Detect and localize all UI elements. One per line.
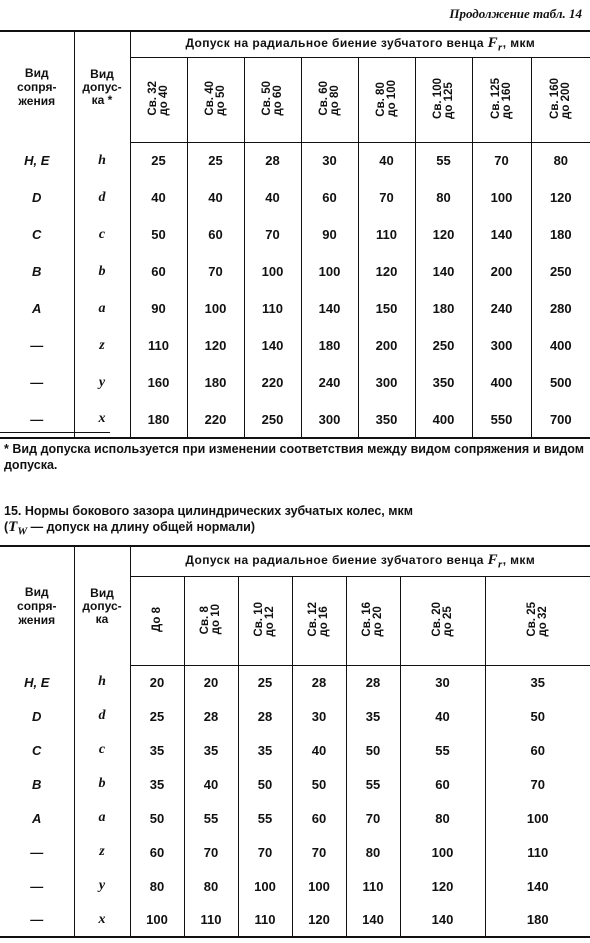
cell-value: 90 [130, 290, 187, 327]
cell-value: 110 [238, 903, 292, 937]
cell-value: 140 [301, 290, 358, 327]
cell-value: 250 [415, 327, 472, 364]
cell-value: 30 [301, 142, 358, 179]
range-header [184, 576, 238, 665]
cell-value: 50 [346, 733, 400, 767]
range-header [244, 57, 301, 142]
cell-value: 80 [130, 869, 184, 903]
cell-value: 70 [346, 801, 400, 835]
cell-value: 35 [238, 733, 292, 767]
cell-vid-sopryazheniya: C [0, 733, 74, 767]
cell-vid-dopuska: a [74, 801, 130, 835]
cell-vid-dopuska: z [74, 835, 130, 869]
cell-value: 700 [549, 411, 572, 427]
cell-value: 60 [130, 253, 187, 290]
cell-value: 55 [346, 767, 400, 801]
cell-value: 25 [130, 699, 184, 733]
cell-value: 20 [130, 665, 184, 699]
cell-value: 40 [400, 699, 485, 733]
cell-value: 110 [346, 869, 400, 903]
cell-value: 350 [415, 364, 472, 401]
range-header [400, 576, 485, 665]
cell-vid-dopuska: d [74, 179, 130, 216]
cell-value: 80 [553, 153, 569, 169]
table-row [0, 801, 590, 835]
col-header-vid-dopuska: Вид допус- ка [74, 546, 130, 665]
range-header-label: До 8 [150, 606, 163, 632]
cell-value: 40 [358, 142, 415, 179]
cell-value: 200 [472, 253, 531, 290]
cell-value: 50 [530, 708, 545, 724]
cell-value: 250 [549, 264, 572, 279]
footnote-rule [0, 432, 110, 433]
cell-value: 200 [358, 327, 415, 364]
cell-value: 35 [130, 767, 184, 801]
range-header-label: Св. 125 до 160 [489, 77, 513, 119]
cell-value: 550 [472, 401, 531, 438]
cell-value: 28 [238, 699, 292, 733]
cell-vid-sopryazheniya: — [0, 835, 74, 869]
tw-sub: W [17, 525, 28, 538]
cell-value: 220 [187, 401, 244, 438]
cell-value: 30 [400, 665, 485, 699]
cell-value: 110 [527, 844, 549, 860]
range-header-label: Св. 8 до 10 [199, 603, 222, 635]
cell-value: 28 [292, 665, 346, 699]
range-header [531, 57, 590, 142]
cell-vid-sopryazheniya: B [0, 253, 74, 290]
cell-value: 60 [130, 835, 184, 869]
cell-value: 140 [244, 327, 301, 364]
cell-vid-dopuska: z [74, 327, 130, 364]
cell-value: 120 [415, 216, 472, 253]
cell-value: 180 [415, 290, 472, 327]
cell-value: 150 [358, 290, 415, 327]
table-row [0, 179, 590, 216]
cell-value: 70 [472, 142, 531, 179]
cell-value: 180 [187, 364, 244, 401]
cell-value: 90 [301, 216, 358, 253]
cell-value: 120 [187, 327, 244, 364]
table-row [0, 869, 590, 903]
cell-vid-sopryazheniya: — [0, 869, 74, 903]
cell-vid-dopuska: c [74, 733, 130, 767]
running-header: Продолжение табл. 14 [449, 6, 582, 21]
group-header-symbol: F [487, 552, 498, 569]
cell-vid-sopryazheniya: A [0, 290, 74, 327]
cell-value: 70 [530, 776, 545, 792]
cell-value: 40 [130, 179, 187, 216]
cell-value: 70 [187, 253, 244, 290]
cell-value: 70 [184, 835, 238, 869]
footnote: * Вид допуска используется при изменении соответствия между видом сопряжения и видом допуска. [4, 442, 584, 472]
cell-value: 120 [358, 253, 415, 290]
range-header [301, 57, 358, 142]
group-header-unit: , мкм [502, 553, 536, 568]
cell-value: 55 [238, 801, 292, 835]
range-header-label: Св. 60 до 80 [317, 80, 341, 116]
cell-value: 28 [244, 142, 301, 179]
cell-value: 55 [400, 733, 485, 767]
cell-vid-dopuska: h [74, 665, 130, 699]
cell-value: 50 [130, 801, 184, 835]
cell-vid-sopryazheniya: D [0, 179, 74, 216]
cell-value: 35 [130, 733, 184, 767]
cell-value: 20 [184, 665, 238, 699]
table-row [0, 699, 590, 733]
range-header-label: Св. 160 до 200 [548, 77, 572, 119]
cell-value: 55 [184, 801, 238, 835]
range-header-label: Св. 25 до 32 [525, 601, 549, 637]
range-header-label: Св. 50 до 60 [260, 80, 284, 116]
cell-value: 100 [292, 869, 346, 903]
cell-value: 140 [400, 903, 485, 937]
group-header-text: Допуск на радиальное биение зубчатого венца [185, 36, 484, 51]
group-header-sub: r [498, 558, 503, 571]
cell-vid-sopryazheniya: — [0, 903, 74, 937]
cell-value: 50 [238, 767, 292, 801]
cell-value: 100 [472, 179, 531, 216]
cell-value: 55 [415, 142, 472, 179]
range-header [238, 576, 292, 665]
cell-vid-dopuska: x [74, 903, 130, 937]
range-header-label: Св. 10 до 12 [253, 601, 276, 637]
cell-value: 50 [130, 216, 187, 253]
cell-value: 500 [549, 375, 572, 390]
range-header-label: Св. 20 до 25 [430, 601, 454, 637]
cell-vid-sopryazheniya: D [0, 699, 74, 733]
cell-value: 40 [292, 733, 346, 767]
cell-vid-sopryazheniya: — [0, 364, 74, 401]
cell-value: 100 [238, 869, 292, 903]
cell-value: 70 [292, 835, 346, 869]
cell-value: 50 [292, 767, 346, 801]
range-header-label: Св. 100 до 125 [431, 77, 455, 119]
cell-value: 100 [187, 290, 244, 327]
cell-value: 120 [400, 869, 485, 903]
cell-value: 100 [400, 835, 485, 869]
cell-value: 100 [301, 253, 358, 290]
group-header-text: Допуск на радиальное биение зубчатого венца [185, 553, 484, 568]
cell-vid-sopryazheniya: — [0, 327, 74, 364]
cell-vid-sopryazheniya: C [0, 216, 74, 253]
table-row [0, 327, 590, 364]
cell-value: 180 [130, 401, 187, 438]
cell-value: 100 [244, 253, 301, 290]
group-header-symbol: F [487, 35, 499, 52]
cell-value: 240 [472, 290, 531, 327]
range-header-label: Св. 80 до 100 [374, 79, 398, 117]
col-header-vid-sopryazheniya: Вид сопря- жения [0, 546, 74, 665]
cell-value: 300 [358, 364, 415, 401]
cell-value: 40 [244, 179, 301, 216]
table-row [0, 835, 590, 869]
cell-value: 140 [415, 253, 472, 290]
table-row [0, 903, 590, 937]
table-15 [0, 545, 590, 938]
cell-value: 110 [130, 327, 187, 364]
cell-value: 35 [530, 674, 545, 690]
cell-value: 60 [400, 767, 485, 801]
cell-value: 25 [238, 665, 292, 699]
cell-value: 110 [184, 903, 238, 937]
table-row [0, 665, 590, 699]
cell-value: 180 [549, 227, 572, 242]
cell-value: 400 [472, 364, 531, 401]
cell-vid-dopuska: b [74, 253, 130, 290]
cell-value: 140 [526, 878, 549, 894]
col-header-vid-dopuska: Вид допус- ка * [74, 31, 130, 142]
cell-vid-dopuska: h [74, 142, 130, 179]
cell-vid-dopuska: c [74, 216, 130, 253]
cell-value: 80 [400, 801, 485, 835]
range-header [415, 57, 472, 142]
cell-value: 140 [346, 903, 400, 937]
range-header-label: Св. 40 до 50 [203, 80, 227, 116]
table-row [0, 142, 590, 179]
range-header [346, 576, 400, 665]
table-row [0, 364, 590, 401]
cell-value: 160 [130, 364, 187, 401]
cell-vid-sopryazheniya: H, E [0, 665, 74, 699]
cell-value: 80 [184, 869, 238, 903]
range-header [485, 576, 590, 665]
cell-value: 40 [187, 179, 244, 216]
cell-value: 28 [184, 699, 238, 733]
range-header [130, 57, 187, 142]
cell-value: 30 [292, 699, 346, 733]
group-header-sub: r [498, 41, 503, 54]
cell-value: 60 [292, 801, 346, 835]
cell-value: 220 [244, 364, 301, 401]
cell-value: 35 [184, 733, 238, 767]
tw-symbol: T [8, 519, 18, 535]
cell-vid-dopuska: a [74, 290, 130, 327]
table-15-title-line1: 15. Нормы бокового зазора цилиндрических зубчатых колес, мкм [4, 504, 413, 518]
cell-vid-dopuska: b [74, 767, 130, 801]
cell-value: 350 [358, 401, 415, 438]
range-header-label: Св. 12 до 16 [307, 601, 330, 637]
table-15-title-line2: ($T_W$ — допуск на длину общей нормали) [4, 519, 256, 538]
cell-value: 120 [292, 903, 346, 937]
cell-value: 25 [130, 142, 187, 179]
cell-value: 240 [301, 364, 358, 401]
table-row [0, 253, 590, 290]
cell-value: 100 [526, 810, 549, 826]
col-header-vid-sopryazheniya: Вид сопря- жения [0, 31, 74, 142]
cell-value: 70 [238, 835, 292, 869]
cell-value: 400 [415, 401, 472, 438]
cell-value: 110 [358, 216, 415, 253]
cell-value: 28 [346, 665, 400, 699]
range-header [292, 576, 346, 665]
cell-value: 80 [415, 179, 472, 216]
cell-value: 180 [301, 327, 358, 364]
cell-value: 40 [184, 767, 238, 801]
range-header [358, 57, 415, 142]
cell-value: 180 [526, 912, 549, 927]
range-header [130, 576, 184, 665]
cell-vid-sopryazheniya: B [0, 767, 74, 801]
cell-value: 60 [187, 216, 244, 253]
cell-value: 280 [549, 301, 572, 316]
range-header-label: Св. 32 до 40 [146, 80, 170, 116]
cell-value: 70 [358, 179, 415, 216]
group-header-unit: , мкм [502, 36, 536, 51]
cell-value: 140 [472, 216, 531, 253]
cell-value: 35 [346, 699, 400, 733]
range-header [472, 57, 531, 142]
cell-value: 300 [301, 401, 358, 438]
group-header [130, 31, 590, 57]
cell-value: 250 [244, 401, 301, 438]
cell-value: 120 [549, 190, 572, 205]
cell-vid-dopuska: x [74, 401, 130, 438]
table-row [0, 767, 590, 801]
cell-value: 60 [301, 179, 358, 216]
table-row [0, 216, 590, 253]
cell-vid-dopuska: y [74, 869, 130, 903]
range-header-label: Св. 16 до 20 [361, 601, 384, 637]
cell-value: 80 [346, 835, 400, 869]
cell-value: 110 [244, 290, 301, 327]
cell-value: 400 [549, 338, 572, 353]
cell-vid-sopryazheniya: H, E [0, 142, 74, 179]
table-15-title [4, 503, 574, 540]
table-row [0, 733, 590, 767]
cell-value: 25 [187, 142, 244, 179]
cell-vid-dopuska: d [74, 699, 130, 733]
cell-vid-sopryazheniya: A [0, 801, 74, 835]
range-header [187, 57, 244, 142]
table-row [0, 290, 590, 327]
cell-value: 300 [472, 327, 531, 364]
cell-value: 60 [530, 742, 545, 758]
tw-text: — допуск на длину общей нормали) [27, 520, 256, 534]
cell-vid-sopryazheniya: — [0, 401, 74, 438]
group-header [130, 546, 590, 576]
cell-vid-dopuska: y [74, 364, 130, 401]
cell-value: 70 [244, 216, 301, 253]
cell-value: 100 [130, 903, 184, 937]
table-14-continued [0, 30, 590, 439]
